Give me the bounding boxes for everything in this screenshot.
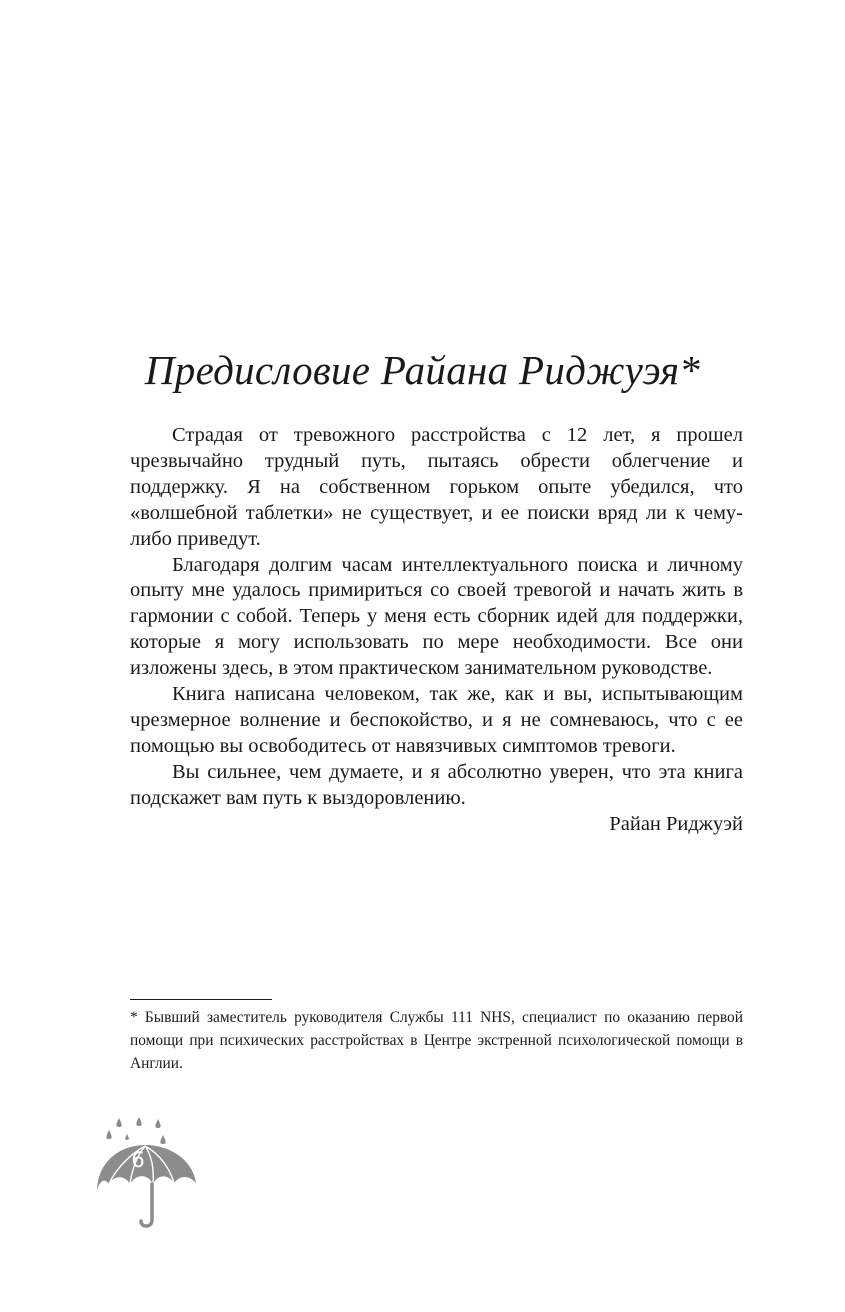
raindrop-icon	[116, 1118, 121, 1127]
footnote: * Бывший заместитель руководителя Службы 111 NHS, специалист по оказанию первой помощи при психических расстройствах в Центре экстренной психологической помощи в Англии.	[130, 1009, 743, 1072]
signature: Райан Риджуэй	[609, 812, 743, 835]
page-number: 6	[131, 1148, 145, 1172]
umbrella-handle	[141, 1184, 152, 1226]
raindrop-icon	[155, 1119, 160, 1128]
raindrop-icon	[136, 1117, 141, 1126]
footnote-divider	[130, 999, 272, 1000]
paragraph: Страдая от тревожного расстройства с 12 лет, я прошел чрезвычайно трудный путь, пытаясь обрести облегчение и поддержку. Я на собственном горьком опыте убедился, что «волшебной таблетки» не существует, и ее поиски вряд ли к чему-либо приведут.	[130, 424, 743, 550]
body-text	[130, 423, 743, 838]
umbrella-with-raindrops-icon	[92, 1113, 202, 1231]
raindrop-icon	[125, 1134, 129, 1140]
chapter-title: Предисловие Райана Риджуэя*	[144, 347, 701, 393]
paragraph: Книга написана человеком, так же, как и вы, испытывающим чрезмерное волнение и беспокойство, и я не сомневаюсь, что с ее помощью вы освободитесь от навязчивых симптомов тревоги.	[130, 683, 743, 757]
paragraph: Благодаря долгим часам интеллектуального поиска и личному опыту мне удалось примириться со своей тревогой и начать жить в гармонии с собой. Теперь у меня есть сборник идей для поддержки, которые я могу использовать по мере необходимости. Все они изложены здесь, в этом практическом занимательном руководстве.	[130, 553, 743, 680]
raindrop-icon	[106, 1130, 111, 1139]
raindrop-icon	[160, 1135, 165, 1144]
paragraph: Вы сильнее, чем думаете, и я абсолютно уверен, что эта книга подскажет вам путь к выздоровлению.	[130, 760, 743, 809]
